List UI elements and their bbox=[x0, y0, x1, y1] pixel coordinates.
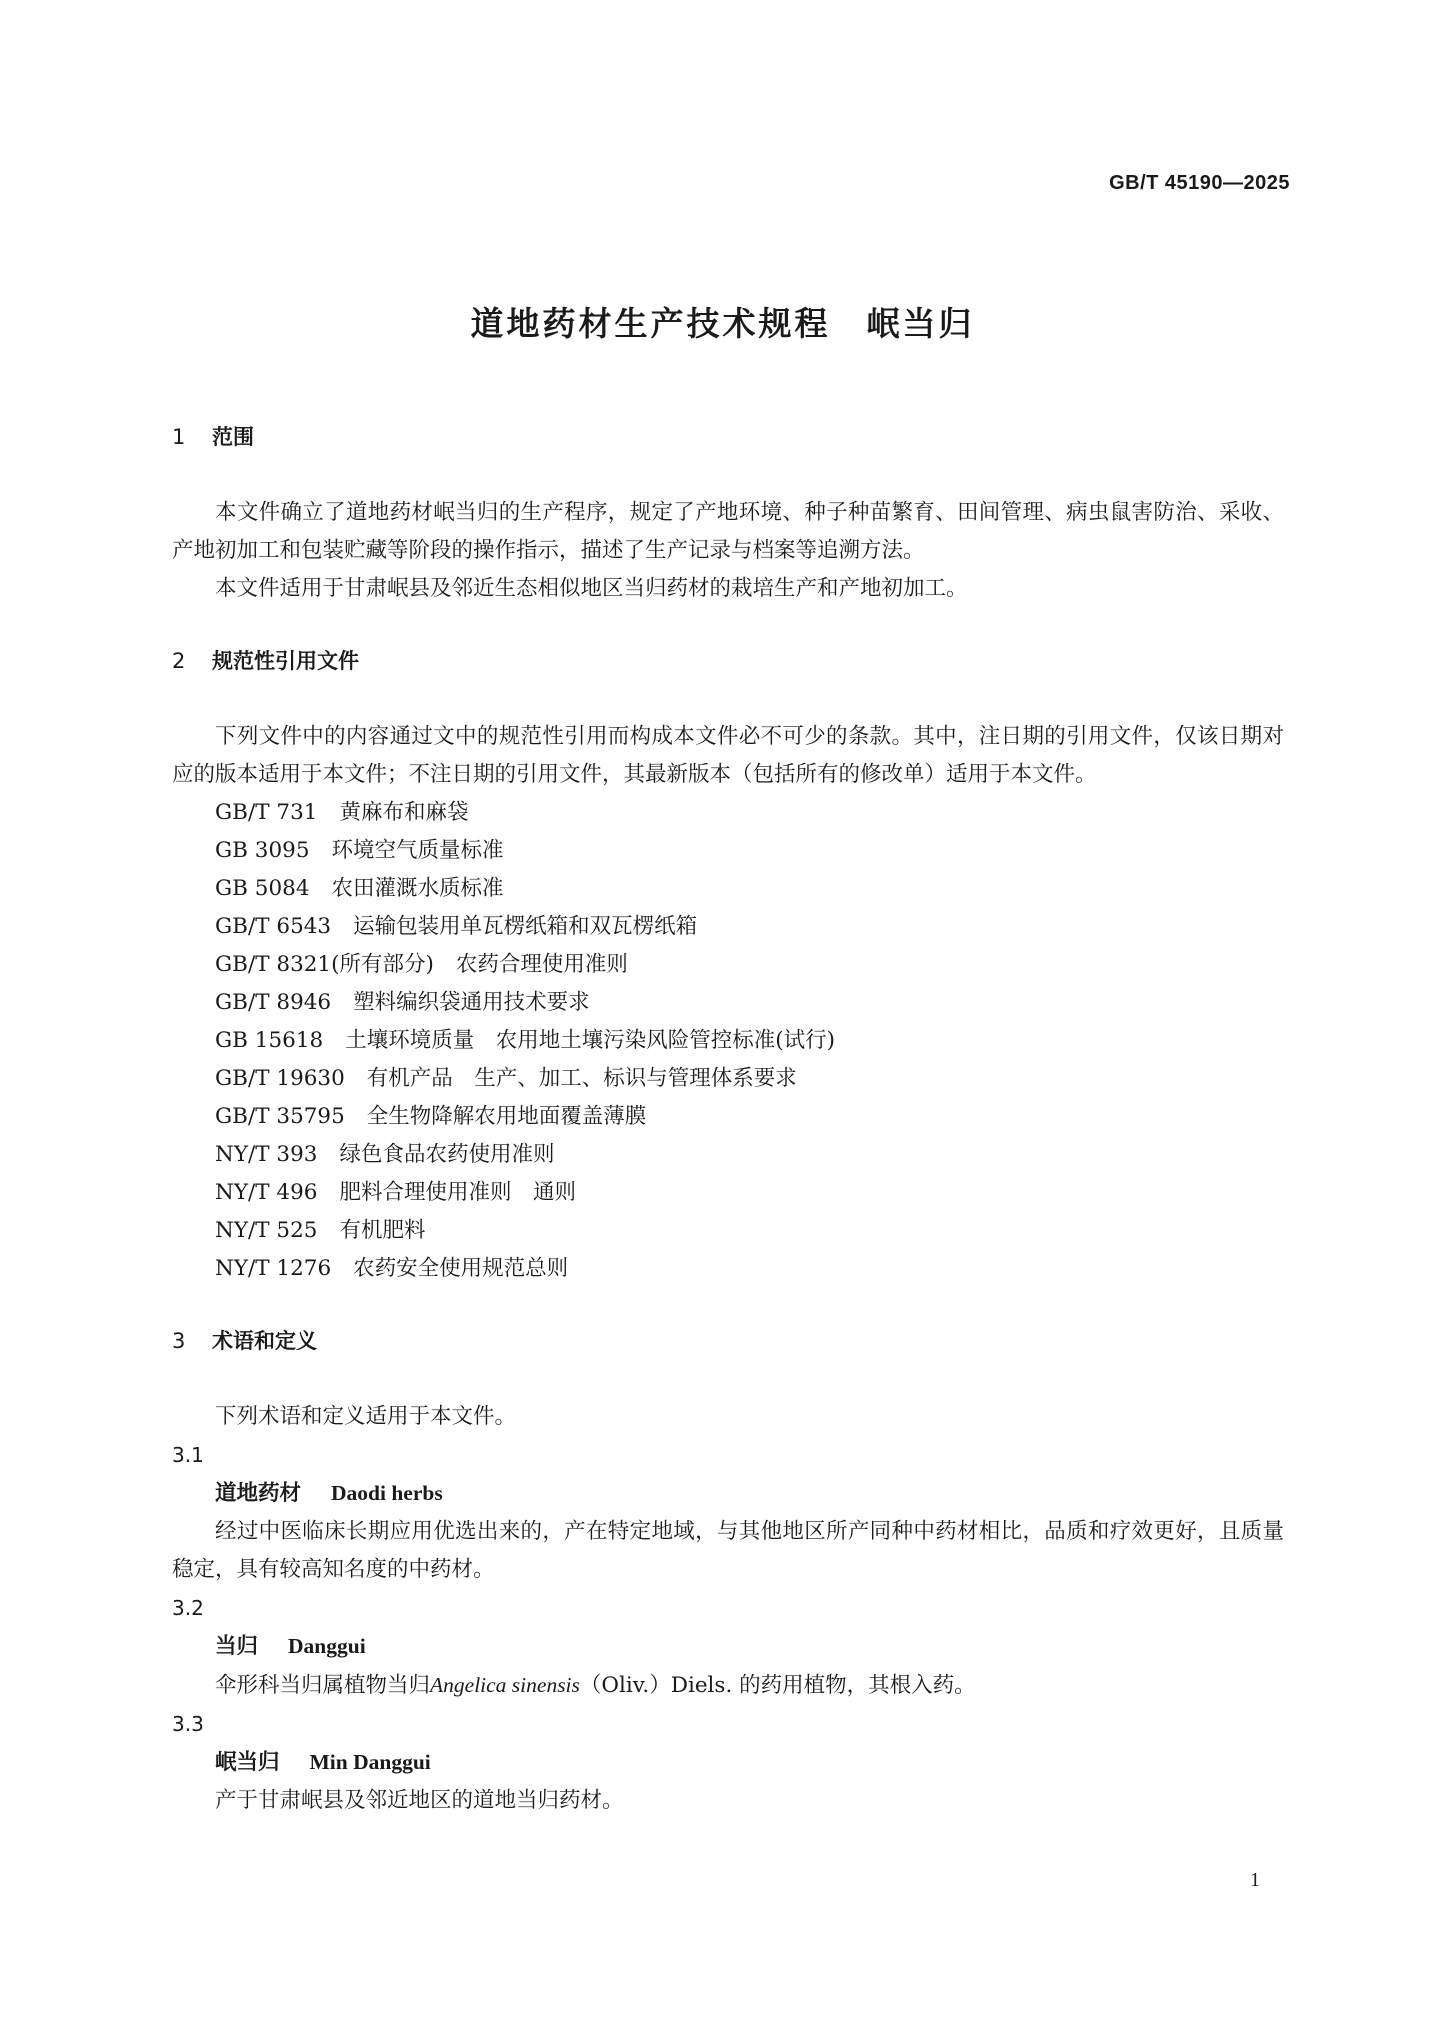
reference-code: GB 3095 bbox=[215, 838, 310, 863]
terms-intro: 下列术语和定义适用于本文件。 bbox=[215, 1404, 517, 1429]
reference-code: NY/T 1276 bbox=[215, 1256, 332, 1281]
reference-item bbox=[172, 1250, 1284, 1288]
term-heading bbox=[172, 1627, 1284, 1666]
term-number: 3.2 bbox=[172, 1596, 204, 1620]
term-heading bbox=[172, 1743, 1284, 1782]
reference-title: 肥料合理使用准则 通则 bbox=[339, 1180, 576, 1205]
reference-list bbox=[172, 794, 1284, 1288]
reference-item bbox=[172, 1174, 1284, 1212]
reference-item bbox=[172, 1212, 1284, 1250]
reference-title: 塑料编织袋通用技术要求 bbox=[353, 990, 590, 1015]
scope-paragraph: 本文件确立了道地药材岷当归的生产程序，规定了产地环境、种子种苗繁育、田间管理、病虫鼠害防治、采收、产地初加工和包装贮藏等阶段的操作指示，描述了生产记录与档案等追溯方法。 bbox=[172, 500, 1284, 563]
section-3-heading bbox=[172, 1322, 1284, 1360]
document-body bbox=[172, 418, 1284, 1820]
term-chinese: 岷当归 bbox=[215, 1750, 280, 1775]
term-english: Daodi herbs bbox=[331, 1481, 443, 1505]
reference-code: GB/T 19630 bbox=[215, 1066, 345, 1091]
reference-title: 环境空气质量标准 bbox=[331, 838, 504, 863]
reference-title: 有机产品 生产、加工、标识与管理体系要求 bbox=[366, 1066, 797, 1091]
reference-item bbox=[172, 1060, 1284, 1098]
reference-item bbox=[172, 1022, 1284, 1060]
scope-paragraph: 本文件适用于甘肃岷县及邻近生态相似地区当归药材的栽培生产和产地初加工。 bbox=[215, 576, 968, 601]
reference-item bbox=[172, 908, 1284, 946]
document-title: 道地药材生产技术规程 岷当归 bbox=[470, 304, 975, 343]
term-definition: 产于甘肃岷县及邻近地区的道地当归药材。 bbox=[215, 1788, 624, 1813]
reference-title: 黄麻布和麻袋 bbox=[339, 800, 469, 825]
reference-code: NY/T 525 bbox=[215, 1218, 318, 1243]
section-number: 1 bbox=[172, 425, 186, 449]
term-definition bbox=[172, 1666, 1284, 1705]
reference-code: GB/T 6543 bbox=[215, 914, 332, 939]
reference-title: 全生物降解农用地面覆盖薄膜 bbox=[366, 1104, 647, 1129]
section-1-heading bbox=[172, 418, 1284, 456]
reference-code: NY/T 393 bbox=[215, 1142, 318, 1167]
term-chinese: 当归 bbox=[215, 1634, 259, 1659]
reference-item bbox=[172, 794, 1284, 832]
reference-title: 绿色食品农药使用准则 bbox=[339, 1142, 555, 1167]
reference-item bbox=[172, 1136, 1284, 1174]
standard-code: GB/T 45190—2025 bbox=[1109, 172, 1290, 194]
reference-code: GB/T 8946 bbox=[215, 990, 332, 1015]
term-number: 3.1 bbox=[172, 1443, 204, 1467]
page-number: 1 bbox=[1250, 1869, 1260, 1891]
section-title: 术语和定义 bbox=[212, 1329, 317, 1353]
section-number: 2 bbox=[172, 649, 186, 673]
reference-item bbox=[172, 984, 1284, 1022]
reference-title: 运输包装用单瓦楞纸箱和双瓦楞纸箱 bbox=[353, 914, 698, 939]
references-intro: 下列文件中的内容通过文中的规范性引用而构成本文件必不可少的条款。其中，注日期的引用文件，仅该日期对应的版本适用于本文件；不注日期的引用文件，其最新版本（包括所有的修改单）适用于本文件。 bbox=[172, 724, 1284, 787]
term-number: 3.3 bbox=[172, 1712, 204, 1736]
definition-text: （Oliv.）Diels. 的药用植物，其根入药。 bbox=[579, 1673, 976, 1698]
reference-item bbox=[172, 832, 1284, 870]
term-english: Min Danggui bbox=[309, 1750, 431, 1774]
reference-code: GB/T 35795 bbox=[215, 1104, 345, 1129]
term-definition: 经过中医临床长期应用优选出来的，产在特定地域，与其他地区所产同种中药材相比，品质和疗效更好，且质量稳定，具有较高知名度的中药材。 bbox=[172, 1519, 1284, 1582]
section-2-heading bbox=[172, 642, 1284, 680]
term-chinese: 道地药材 bbox=[215, 1481, 302, 1506]
reference-code: GB 15618 bbox=[215, 1028, 324, 1053]
reference-title: 有机肥料 bbox=[339, 1218, 426, 1243]
reference-code: GB/T 8321(所有部分) bbox=[215, 952, 434, 977]
reference-code: GB/T 731 bbox=[215, 800, 318, 825]
reference-title: 农药安全使用规范总则 bbox=[353, 1256, 569, 1281]
section-title: 规范性引用文件 bbox=[212, 649, 359, 673]
reference-code: GB 5084 bbox=[215, 876, 310, 901]
reference-title: 农药合理使用准则 bbox=[455, 952, 628, 977]
reference-code: NY/T 496 bbox=[215, 1180, 318, 1205]
section-title: 范围 bbox=[212, 425, 254, 449]
term-english: Danggui bbox=[288, 1634, 366, 1658]
definition-text: 伞形科当归属植物当归 bbox=[215, 1673, 431, 1698]
reference-item bbox=[172, 870, 1284, 908]
reference-title: 农田灌溉水质标准 bbox=[331, 876, 504, 901]
section-number: 3 bbox=[172, 1329, 186, 1353]
latin-name: Angelica sinensis bbox=[430, 1673, 580, 1697]
reference-item bbox=[172, 946, 1284, 984]
reference-item bbox=[172, 1098, 1284, 1136]
term-heading bbox=[172, 1474, 1284, 1513]
reference-title: 土壤环境质量 农用地土壤污染风险管控标准(试行) bbox=[345, 1028, 835, 1053]
